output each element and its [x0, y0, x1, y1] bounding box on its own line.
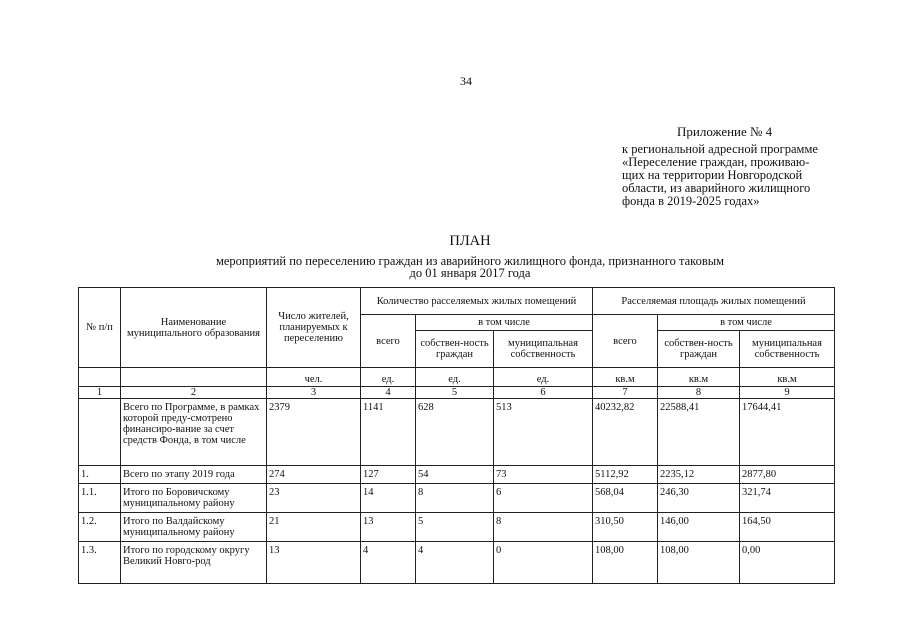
row-rooms-total: 4	[361, 542, 416, 584]
plan-subtitle	[170, 255, 770, 279]
column-number: 2	[121, 387, 267, 399]
header-name: Наименование муниципального образования	[121, 288, 267, 368]
column-number: 5	[416, 387, 494, 399]
header-rooms-municipal: муниципальная собственность	[494, 331, 593, 368]
table-row	[79, 484, 835, 513]
header-area-private: собствен-ность граждан	[658, 331, 740, 368]
column-numbers-row	[79, 387, 835, 399]
row-area-private: 2235,12	[658, 466, 740, 484]
appendix-line: щих на территории Новгородской	[622, 168, 803, 182]
row-name: Всего по Программе, в рамках которой преду-смотрено финансиро-вание за счет средств Фонда, в том числе	[121, 399, 267, 466]
column-number: 3	[267, 387, 361, 399]
header-row	[79, 288, 835, 315]
header-rooms-private: собствен-ность граждан	[416, 331, 494, 368]
row-area-private: 22588,41	[658, 399, 740, 466]
unit-cell: ед.	[361, 368, 416, 387]
row-rooms-private: 628	[416, 399, 494, 466]
row-rooms-total: 127	[361, 466, 416, 484]
unit-cell	[121, 368, 267, 387]
header-area-municipal: муниципальная собственность	[740, 331, 835, 368]
header-num: № п/п	[79, 288, 121, 368]
row-name: Всего по этапу 2019 года	[121, 466, 267, 484]
row-rooms-total: 13	[361, 513, 416, 542]
unit-cell: чел.	[267, 368, 361, 387]
unit-cell: ед.	[416, 368, 494, 387]
row-rooms-private: 8	[416, 484, 494, 513]
table-row	[79, 513, 835, 542]
row-name: Итого по Валдайскому муниципальному району	[121, 513, 267, 542]
row-rooms-total: 14	[361, 484, 416, 513]
page-number: 34	[460, 74, 472, 88]
row-rooms-municipal: 8	[494, 513, 593, 542]
row-area-private: 146,00	[658, 513, 740, 542]
row-area-total: 40232,82	[593, 399, 658, 466]
header-rooms-including: в том числе	[416, 315, 593, 331]
header-rooms-group: Количество расселяемых жилых помещений	[361, 288, 593, 315]
unit-cell: ед.	[494, 368, 593, 387]
row-num: 1.	[79, 466, 121, 484]
column-number: 8	[658, 387, 740, 399]
header-area-total: всего	[593, 315, 658, 368]
row-name: Итого по городскому округу Великий Новго-род	[121, 542, 267, 584]
row-rooms-municipal: 6	[494, 484, 593, 513]
plan-title: ПЛАН	[449, 233, 491, 249]
row-residents: 13	[267, 542, 361, 584]
row-num: 1.3.	[79, 542, 121, 584]
row-name: Итого по Боровичскому муниципальному району	[121, 484, 267, 513]
header-area-including: в том числе	[658, 315, 835, 331]
appendix-line: области, из аварийного жилищного	[622, 181, 811, 195]
row-residents: 23	[267, 484, 361, 513]
row-num: 1.1.	[79, 484, 121, 513]
row-residents: 21	[267, 513, 361, 542]
unit-cell: кв.м	[658, 368, 740, 387]
row-area-total: 310,50	[593, 513, 658, 542]
unit-cell	[79, 368, 121, 387]
header-residents: Число жителей, планируемых к переселению	[267, 288, 361, 368]
plan-subtitle-line: до 01 января 2017 года	[409, 266, 531, 280]
row-area-total: 568,04	[593, 484, 658, 513]
table-row	[79, 466, 835, 484]
column-number: 4	[361, 387, 416, 399]
column-number: 6	[494, 387, 593, 399]
appendix-title: Приложение № 4	[677, 124, 773, 139]
row-area-private: 246,30	[658, 484, 740, 513]
row-area-municipal: 164,50	[740, 513, 835, 542]
unit-cell: кв.м	[740, 368, 835, 387]
row-area-municipal: 0,00	[740, 542, 835, 584]
header-rooms-total: всего	[361, 315, 416, 368]
column-number: 7	[593, 387, 658, 399]
row-area-total: 108,00	[593, 542, 658, 584]
row-rooms-municipal: 513	[494, 399, 593, 466]
row-rooms-municipal: 73	[494, 466, 593, 484]
row-rooms-private: 5	[416, 513, 494, 542]
row-rooms-private: 54	[416, 466, 494, 484]
row-area-total: 5112,92	[593, 466, 658, 484]
row-num	[79, 399, 121, 466]
row-rooms-total: 1141	[361, 399, 416, 466]
appendix-line: фонда в 2019-2025 годах»	[622, 194, 760, 208]
table-row	[79, 399, 835, 466]
row-rooms-private: 4	[416, 542, 494, 584]
row-residents: 2379	[267, 399, 361, 466]
row-area-municipal: 17644,41	[740, 399, 835, 466]
unit-cell: кв.м	[593, 368, 658, 387]
row-area-private: 108,00	[658, 542, 740, 584]
row-area-municipal: 321,74	[740, 484, 835, 513]
appendix-line: «Переселение граждан, проживаю-	[622, 155, 810, 169]
plan-subtitle-line: мероприятий по переселению граждан из аварийного жилищного фонда, признанного таковым	[215, 254, 725, 268]
appendix-description	[622, 143, 842, 208]
row-area-municipal: 2877,80	[740, 466, 835, 484]
column-number: 1	[79, 387, 121, 399]
units-row	[79, 368, 835, 387]
row-residents: 274	[267, 466, 361, 484]
column-number: 9	[740, 387, 835, 399]
plan-table	[78, 287, 835, 584]
row-rooms-municipal: 0	[494, 542, 593, 584]
appendix-line: к региональной адресной программе	[622, 142, 818, 156]
table-row	[79, 542, 835, 584]
row-num: 1.2.	[79, 513, 121, 542]
header-area-group: Расселяемая площадь жилых помещений	[593, 288, 835, 315]
